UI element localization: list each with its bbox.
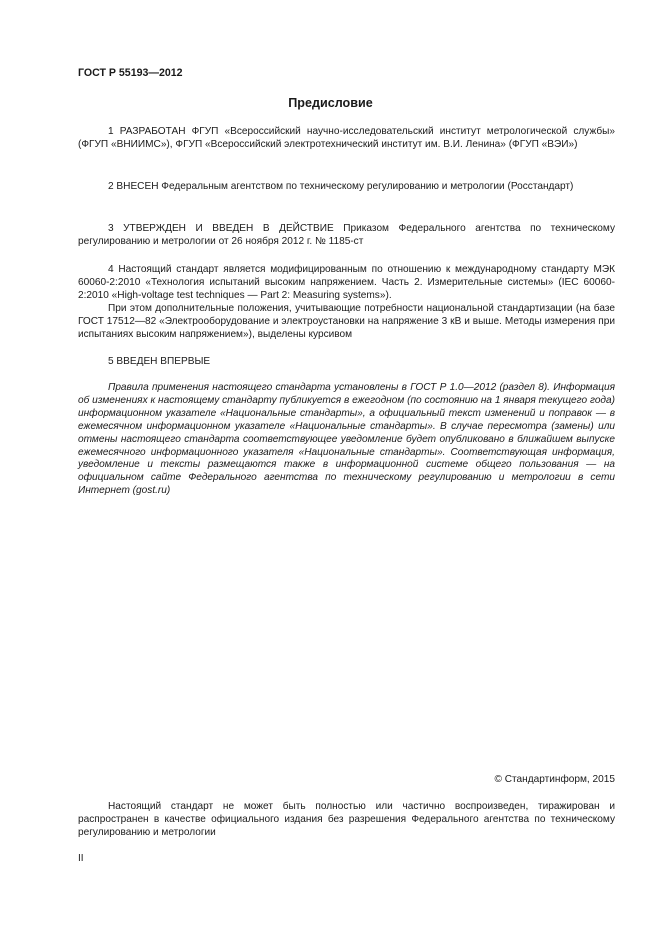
- preface-item-3: [78, 223, 615, 249]
- preface-item-4: [78, 264, 615, 341]
- reproduction-notice-text: Настоящий стандарт не может быть полностью или частично воспроизведен, тиражирован и распространен в качестве официального издания без разрешения Федерального агентства по техническому регулированию и метрологии: [78, 801, 615, 838]
- preface-item-2: [78, 181, 615, 194]
- preface-item-2-text: 2 ВНЕСЕН Федеральным агентством по техническому регулированию и метрологии (Росстандарт): [108, 181, 574, 192]
- rules-notice-text: Правила применения настоящего стандарта установлены в ГОСТ Р 1.0—2012 (раздел 8). Информация об изменениях к настоящему стандарту публикуется в ежегодном (по состоянию на 1 января текущего года) информационном указателе «Национальные стандарты», а официальный текст изменений и поправок — в ежемесячном информационном указателе «Национальные стандарты». В случае пересмотра (замены) или отмены настоящего стандарта соответствующее уведомление будет опубликовано в ближайшем выпуске ежемесячного информационного указателя «Национальные стандарты». Соответствующая информация, уведомление и тексты размещаются также в информационной системе общего пользования — на официальном сайте Федерального агентства по техническому регулированию и метрологии в сети Интернет (gost.ru): [78, 382, 615, 497]
- page-number: II: [78, 853, 84, 864]
- preface-item-1-text: 1 РАЗРАБОТАН ФГУП «Всероссийский научно-исследовательский институт метрологической службы» (ФГУП «ВНИИМС»), ФГУП «Всероссийский электротехнический институт им. В.И. Ленина» (ФГУП «ВЭИ»): [78, 126, 615, 150]
- preface-item-4-note: При этом дополнительные положения, учитывающие потребности национальной стандартизации (на базе ГОСТ 17512—82 «Электрооборудование и электроустановки на напряжение 3 кВ и выше. Методы измерения при испытаниях высоким напряжением»), выделены курсивом: [78, 302, 615, 340]
- rules-notice: [78, 382, 615, 498]
- page-title: Предисловие: [288, 96, 373, 110]
- preface-item-4-text: 4 Настоящий стандарт является модифицированным по отношению к международному стандарту МЭК 60060-2:2010 «Технология испытаний высоким напряжением. Часть 2. Измерительные системы» (IEC 60060-2:2010 «High-voltage test techniques — Part 2: Measuring systems»).: [78, 264, 615, 301]
- preface-item-1: [78, 126, 615, 152]
- reproduction-notice: [78, 801, 615, 840]
- preface-item-3-text: 3 УТВЕРЖДЕН И ВВЕДЕН В ДЕЙСТВИЕ Приказом Федерального агентства по техническому регулированию и метрологии от 26 ноября 2012 г. № 1185-ст: [78, 223, 615, 247]
- preface-item-5-text: 5 ВВЕДЕН ВПЕРВЫЕ: [108, 356, 211, 367]
- preface-item-5: [78, 356, 615, 369]
- document-header: ГОСТ Р 55193—2012: [78, 67, 183, 79]
- copyright-line: © Стандартинформ, 2015: [494, 774, 615, 785]
